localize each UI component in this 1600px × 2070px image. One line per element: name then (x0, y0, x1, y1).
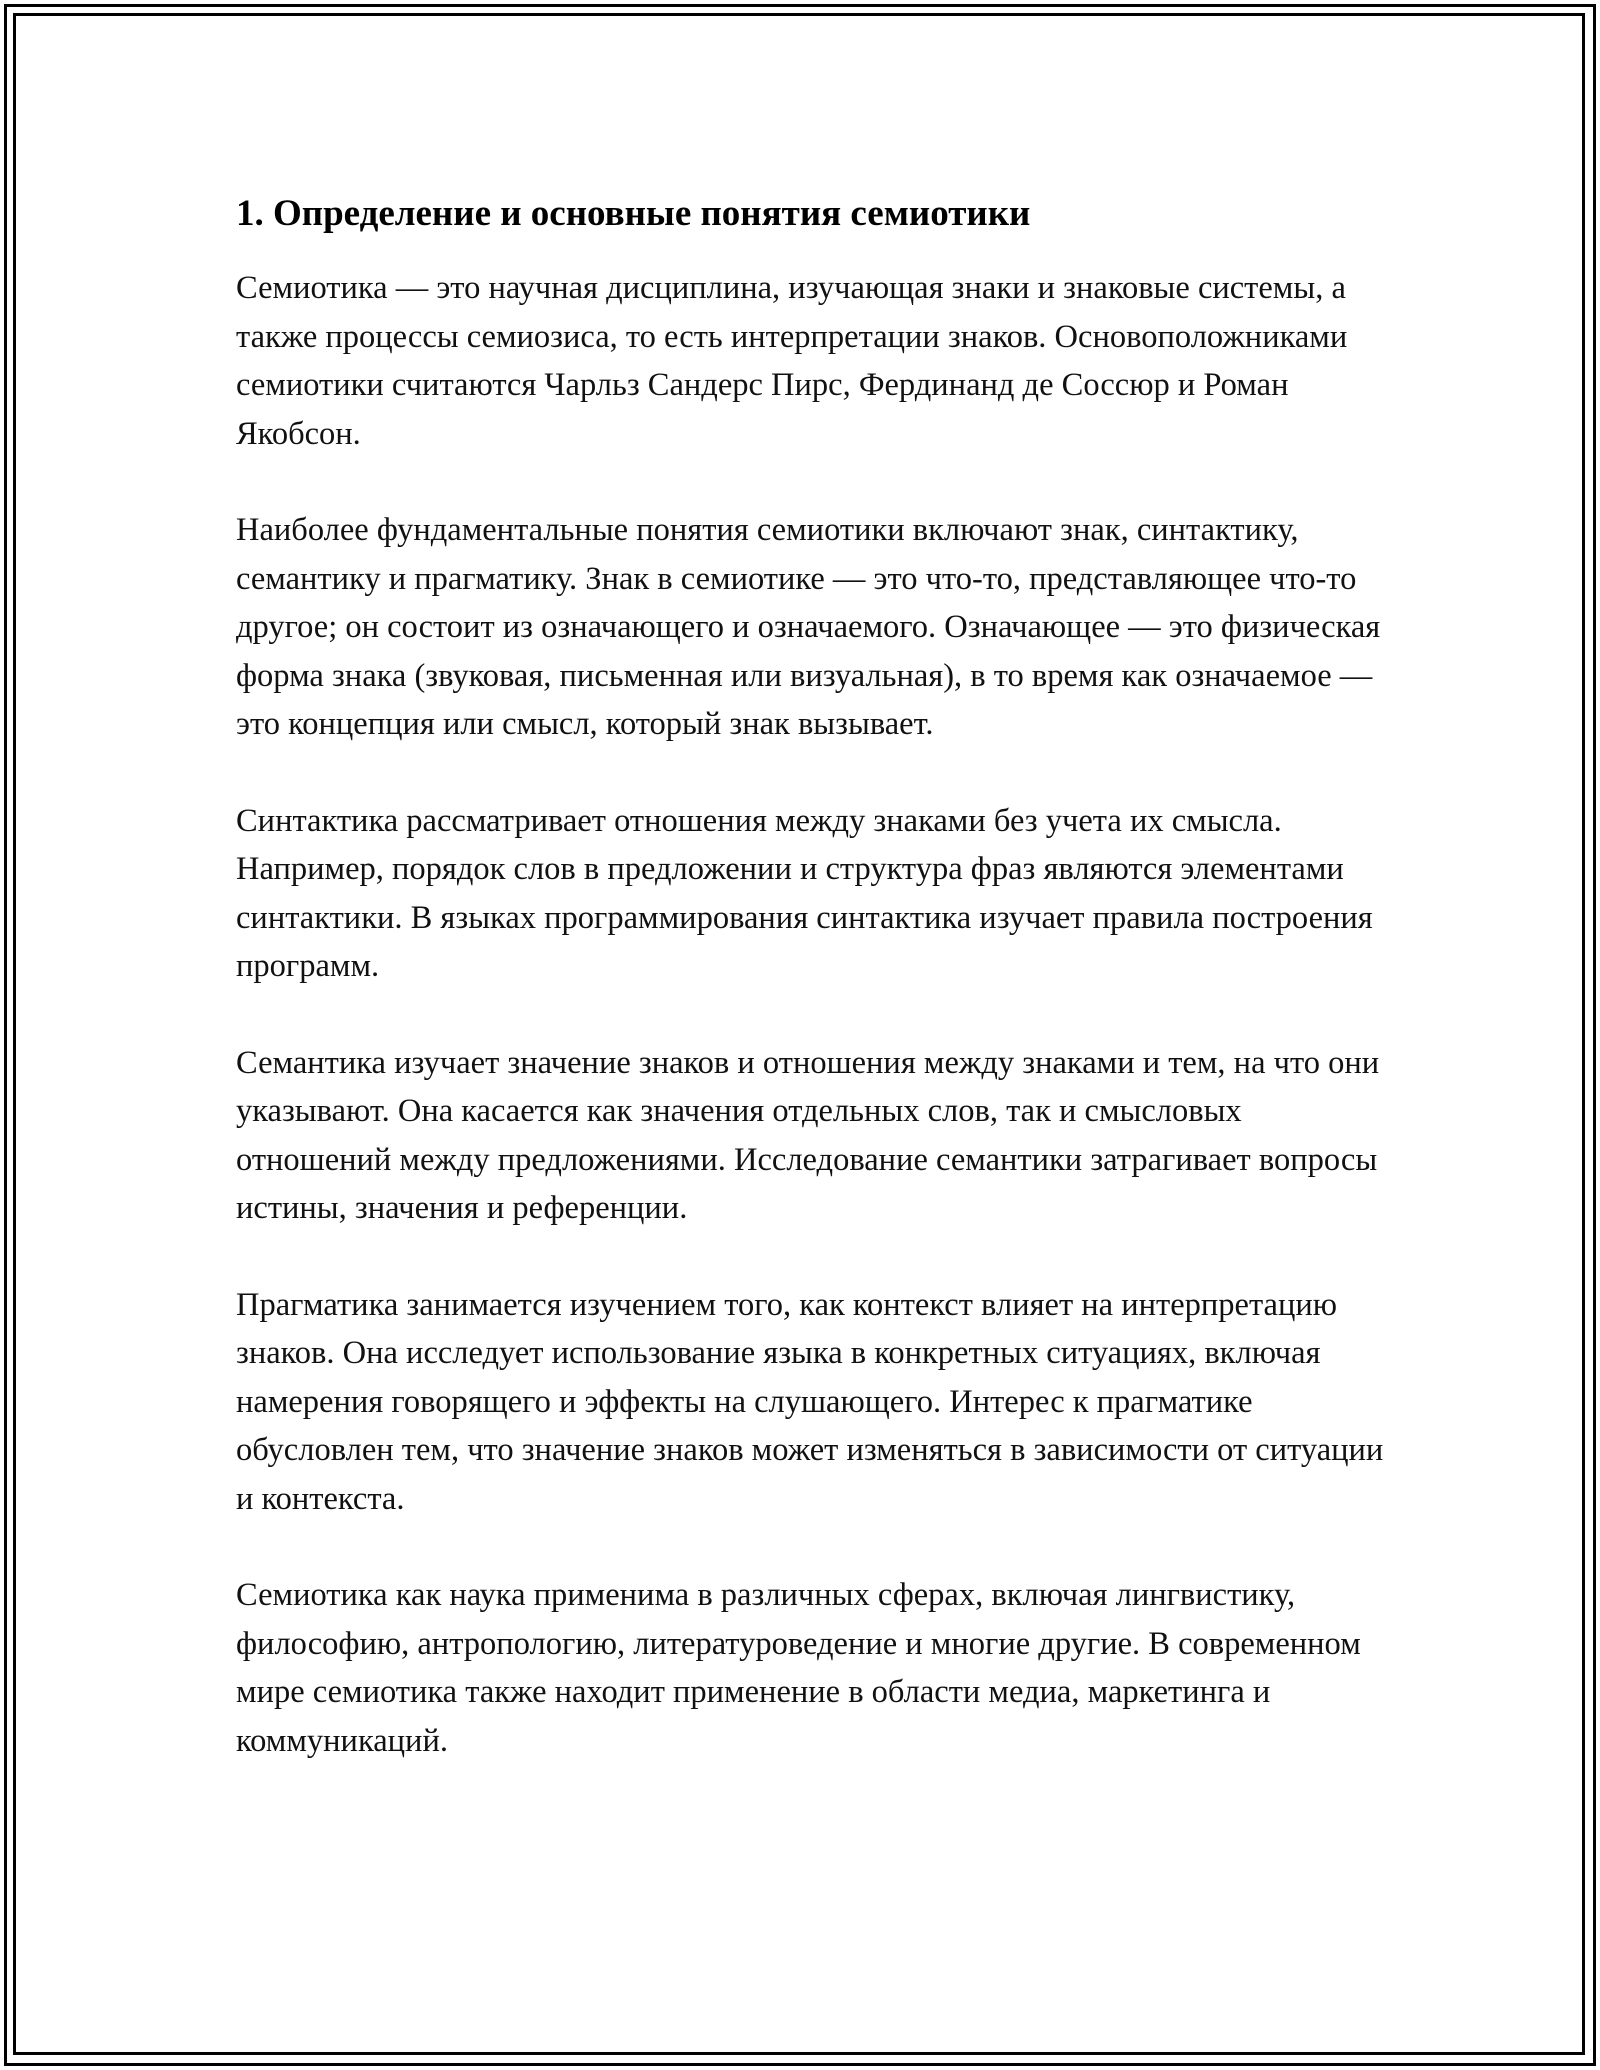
paragraph-pragmatics: Прагматика занимается изучением того, как контекст влияет на интерпретацию знаков. Она исследует использование языка в конкретных ситуациях, включая намерения говорящего и эффекты на слушающего. Интерес к прагматике обусловлен тем, что значение знаков может изменяться в зависимости от ситуации и контекста. (236, 1286, 1384, 1517)
paragraph-applications: Семиотика как наука применима в различных сферах, включая лингвистику, философию, антропологию, литературоведение и многие другие. В современном мире семиотика также находит применение в области медиа, маркетинга и коммуникаций. (236, 1577, 1361, 1759)
section-title: 1. Определение и основные понятия семиотики (236, 193, 1031, 234)
paragraph-basic-concepts: Наиболее фундаментальные понятия семиотики включают знак, синтактику, семантику и прагматику. Знак в семиотике — это что-то, представляющее что-то другое; он состоит из означающего и означаемого. Означающее — это физическая форма знака (звуковая, письменная или визуальная), в то время как означаемое — это концепция или смысл, который знак вызывает. (236, 512, 1381, 742)
paragraph-definition: Семиотика — это научная дисциплина, изучающая знаки и знаковые системы, а также процессы семиозиса, то есть интерпретации знаков. Основоположниками семиотики считаются Чарльз Сандерс Пирс, Фердинанд де Соссюр и Роман Якобсон. (236, 270, 1348, 452)
paragraph-syntactics: Синтактика рассматривает отношения между знаками без учета их смысла. Например, порядок слов в предложении и структура фраз являются элементами синтактики. В языках программирования синтактика изучает правила построения программ. (236, 802, 1373, 984)
paragraph-semantics: Семантика изучает значение знаков и отношения между знаками и тем, на что они указывают. Она касается как значения отдельных слов, так и смысловых отношений между предложениями. Исследование семантики затрагивает вопросы истины, значения и референции. (236, 1044, 1380, 1226)
document-body (236, 188, 1396, 1813)
